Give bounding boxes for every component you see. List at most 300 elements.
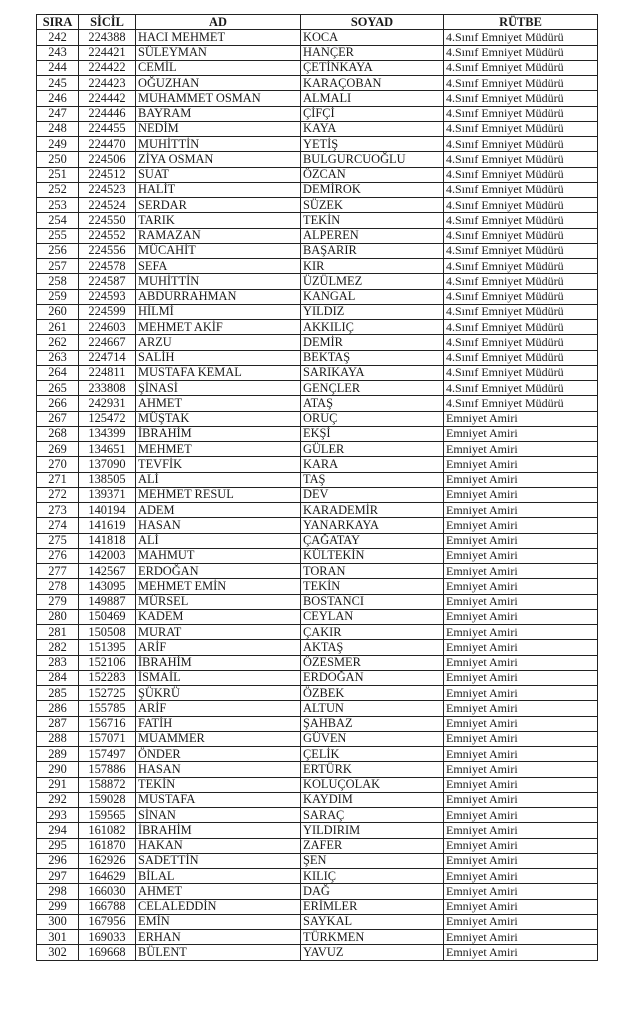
cell-soyad: SARIKAYA — [301, 365, 444, 380]
cell-sicil: 224714 — [79, 350, 136, 365]
cell-sira: 287 — [37, 716, 79, 731]
cell-sira: 283 — [37, 655, 79, 670]
cell-sicil: 224811 — [79, 365, 136, 380]
cell-sicil: 151395 — [79, 640, 136, 655]
cell-ad: BİLAL — [136, 869, 301, 884]
table-row — [37, 533, 598, 548]
cell-soyad: HANÇER — [301, 45, 444, 60]
header-rutbe: RÜTBE — [444, 15, 598, 30]
cell-ad: İBRAHİM — [136, 655, 301, 670]
cell-ad: MEHMET EMİN — [136, 579, 301, 594]
cell-rutbe: 4.Sınıf Emniyet Müdürü — [444, 106, 598, 121]
cell-soyad: KIR — [301, 259, 444, 274]
cell-rutbe: 4.Sınıf Emniyet Müdürü — [444, 167, 598, 182]
table-row — [37, 426, 598, 441]
cell-ad: MÜCAHİT — [136, 243, 301, 258]
cell-ad: ÖNDER — [136, 747, 301, 762]
cell-sicil: 141818 — [79, 533, 136, 548]
cell-sira: 294 — [37, 823, 79, 838]
table-row — [37, 381, 598, 396]
cell-rutbe: 4.Sınıf Emniyet Müdürü — [444, 274, 598, 289]
table-row — [37, 182, 598, 197]
cell-rutbe: Emniyet Amiri — [444, 609, 598, 624]
cell-sira: 261 — [37, 320, 79, 335]
cell-sicil: 233808 — [79, 381, 136, 396]
table-row — [37, 137, 598, 152]
cell-rutbe: Emniyet Amiri — [444, 640, 598, 655]
cell-ad: BAYRAM — [136, 106, 301, 121]
cell-ad: SİNAN — [136, 808, 301, 823]
cell-sicil: 224421 — [79, 45, 136, 60]
cell-ad: AHMET — [136, 396, 301, 411]
cell-soyad: TORAN — [301, 564, 444, 579]
cell-soyad: DEMİROK — [301, 182, 444, 197]
cell-sira: 301 — [37, 930, 79, 945]
cell-soyad: ERTÜRK — [301, 762, 444, 777]
table-row — [37, 640, 598, 655]
cell-sira: 291 — [37, 777, 79, 792]
table-row — [37, 442, 598, 457]
cell-soyad: BOSTANCI — [301, 594, 444, 609]
cell-sicil: 156716 — [79, 716, 136, 731]
table-row — [37, 259, 598, 274]
cell-soyad: DEMİR — [301, 335, 444, 350]
cell-sira: 277 — [37, 564, 79, 579]
cell-sira: 270 — [37, 457, 79, 472]
cell-sicil: 169033 — [79, 930, 136, 945]
cell-ad: HAKAN — [136, 838, 301, 853]
cell-sira: 278 — [37, 579, 79, 594]
cell-soyad: GENÇLER — [301, 381, 444, 396]
table-row — [37, 289, 598, 304]
cell-sira: 285 — [37, 686, 79, 701]
table-row — [37, 76, 598, 91]
cell-soyad: ŞAHBAZ — [301, 716, 444, 731]
cell-soyad: ALTUN — [301, 701, 444, 716]
cell-ad: EMİN — [136, 914, 301, 929]
table-row — [37, 518, 598, 533]
cell-sicil: 142003 — [79, 548, 136, 563]
cell-sicil: 224593 — [79, 289, 136, 304]
table-row — [37, 487, 598, 502]
cell-sicil: 157071 — [79, 731, 136, 746]
table-row — [37, 548, 598, 563]
cell-soyad: ŞEN — [301, 853, 444, 868]
cell-soyad: BULGURCUOĞLU — [301, 152, 444, 167]
header-sira: SIRA — [37, 15, 79, 30]
table-row — [37, 152, 598, 167]
cell-ad: SALİH — [136, 350, 301, 365]
cell-sicil: 125472 — [79, 411, 136, 426]
cell-rutbe: Emniyet Amiri — [444, 426, 598, 441]
cell-sira: 248 — [37, 121, 79, 136]
cell-sicil: 152283 — [79, 670, 136, 685]
table-row — [37, 625, 598, 640]
cell-sira: 290 — [37, 762, 79, 777]
cell-sira: 292 — [37, 792, 79, 807]
cell-sicil: 138505 — [79, 472, 136, 487]
cell-sira: 262 — [37, 335, 79, 350]
cell-ad: MUHİTTİN — [136, 137, 301, 152]
cell-sira: 251 — [37, 167, 79, 182]
cell-rutbe: Emniyet Amiri — [444, 838, 598, 853]
table-row — [37, 945, 598, 960]
table-row — [37, 60, 598, 75]
cell-soyad: AKKILIÇ — [301, 320, 444, 335]
cell-sicil: 224512 — [79, 167, 136, 182]
cell-ad: KADEM — [136, 609, 301, 624]
cell-ad: CEMİL — [136, 60, 301, 75]
cell-sicil: 164629 — [79, 869, 136, 884]
cell-rutbe: Emniyet Amiri — [444, 853, 598, 868]
cell-sira: 246 — [37, 91, 79, 106]
cell-sira: 288 — [37, 731, 79, 746]
cell-ad: NEDİM — [136, 121, 301, 136]
cell-sira: 250 — [37, 152, 79, 167]
cell-sira: 293 — [37, 808, 79, 823]
cell-rutbe: 4.Sınıf Emniyet Müdürü — [444, 182, 598, 197]
cell-sira: 286 — [37, 701, 79, 716]
cell-rutbe: Emniyet Amiri — [444, 792, 598, 807]
cell-sicil: 152106 — [79, 655, 136, 670]
header-sicil: SİCİL — [79, 15, 136, 30]
cell-sicil: 224423 — [79, 76, 136, 91]
cell-sira: 276 — [37, 548, 79, 563]
cell-sira: 244 — [37, 60, 79, 75]
table-row — [37, 686, 598, 701]
cell-ad: ALİ — [136, 472, 301, 487]
cell-sira: 279 — [37, 594, 79, 609]
cell-soyad: SARAÇ — [301, 808, 444, 823]
cell-sicil: 162926 — [79, 853, 136, 868]
table-row — [37, 808, 598, 823]
cell-rutbe: 4.Sınıf Emniyet Müdürü — [444, 396, 598, 411]
cell-soyad: EKŞİ — [301, 426, 444, 441]
cell-rutbe: 4.Sınıf Emniyet Müdürü — [444, 91, 598, 106]
cell-soyad: DAĞ — [301, 884, 444, 899]
cell-soyad: TEKİN — [301, 213, 444, 228]
cell-sicil: 224442 — [79, 91, 136, 106]
cell-sicil: 137090 — [79, 457, 136, 472]
cell-rutbe: Emniyet Amiri — [444, 716, 598, 731]
cell-ad: RAMAZAN — [136, 228, 301, 243]
cell-sira: 281 — [37, 625, 79, 640]
table-row — [37, 457, 598, 472]
cell-soyad: DEV — [301, 487, 444, 502]
table-row — [37, 792, 598, 807]
cell-ad: MURAT — [136, 625, 301, 640]
cell-sira: 284 — [37, 670, 79, 685]
cell-soyad: KAYDIM — [301, 792, 444, 807]
table-row — [37, 594, 598, 609]
cell-soyad: YANARKAYA — [301, 518, 444, 533]
cell-ad: ARZU — [136, 335, 301, 350]
cell-sicil: 167956 — [79, 914, 136, 929]
cell-sicil: 224552 — [79, 228, 136, 243]
cell-soyad: AKTAŞ — [301, 640, 444, 655]
table-row — [37, 198, 598, 213]
cell-rutbe: Emniyet Amiri — [444, 457, 598, 472]
cell-ad: TEKİN — [136, 777, 301, 792]
table-header — [37, 15, 598, 30]
cell-sira: 260 — [37, 304, 79, 319]
table-row — [37, 701, 598, 716]
cell-rutbe: 4.Sınıf Emniyet Müdürü — [444, 45, 598, 60]
table-row — [37, 411, 598, 426]
cell-sira: 265 — [37, 381, 79, 396]
cell-ad: MEHMET AKİF — [136, 320, 301, 335]
table-row — [37, 777, 598, 792]
cell-sira: 242 — [37, 30, 79, 45]
table-row — [37, 762, 598, 777]
table-row — [37, 30, 598, 45]
table-row — [37, 213, 598, 228]
cell-soyad: ÖZESMER — [301, 655, 444, 670]
cell-soyad: KARAÇOBAN — [301, 76, 444, 91]
cell-soyad: YILDIZ — [301, 304, 444, 319]
cell-rutbe: Emniyet Amiri — [444, 503, 598, 518]
cell-rutbe: 4.Sınıf Emniyet Müdürü — [444, 198, 598, 213]
cell-rutbe: Emniyet Amiri — [444, 518, 598, 533]
cell-soyad: ALPEREN — [301, 228, 444, 243]
cell-ad: ŞİNASİ — [136, 381, 301, 396]
cell-sicil: 155785 — [79, 701, 136, 716]
cell-sira: 243 — [37, 45, 79, 60]
table-row — [37, 396, 598, 411]
cell-ad: HASAN — [136, 762, 301, 777]
cell-sira: 271 — [37, 472, 79, 487]
cell-sira: 295 — [37, 838, 79, 853]
table-row — [37, 655, 598, 670]
cell-rutbe: Emniyet Amiri — [444, 762, 598, 777]
cell-ad: İBRAHİM — [136, 823, 301, 838]
table-row — [37, 320, 598, 335]
cell-sicil: 224388 — [79, 30, 136, 45]
cell-sira: 273 — [37, 503, 79, 518]
cell-rutbe: 4.Sınıf Emniyet Müdürü — [444, 243, 598, 258]
cell-soyad: GÜLER — [301, 442, 444, 457]
cell-sira: 289 — [37, 747, 79, 762]
cell-rutbe: Emniyet Amiri — [444, 564, 598, 579]
cell-rutbe: Emniyet Amiri — [444, 731, 598, 746]
cell-ad: ARİF — [136, 701, 301, 716]
cell-rutbe: Emniyet Amiri — [444, 808, 598, 823]
cell-soyad: ÖZBEK — [301, 686, 444, 701]
cell-ad: TARIK — [136, 213, 301, 228]
cell-rutbe: 4.Sınıf Emniyet Müdürü — [444, 137, 598, 152]
cell-soyad: TÜRKMEN — [301, 930, 444, 945]
cell-sira: 299 — [37, 899, 79, 914]
cell-sicil: 242931 — [79, 396, 136, 411]
table-row — [37, 564, 598, 579]
cell-ad: SEFA — [136, 259, 301, 274]
cell-sicil: 224455 — [79, 121, 136, 136]
cell-sicil: 224603 — [79, 320, 136, 335]
cell-rutbe: 4.Sınıf Emniyet Müdürü — [444, 30, 598, 45]
cell-soyad: KARADEMİR — [301, 503, 444, 518]
cell-rutbe: 4.Sınıf Emniyet Müdürü — [444, 121, 598, 136]
cell-sicil: 152725 — [79, 686, 136, 701]
table-row — [37, 228, 598, 243]
cell-ad: OĞUZHAN — [136, 76, 301, 91]
cell-soyad: ÜZÜLMEZ — [301, 274, 444, 289]
table-row — [37, 335, 598, 350]
cell-rutbe: Emniyet Amiri — [444, 411, 598, 426]
cell-rutbe: 4.Sınıf Emniyet Müdürü — [444, 289, 598, 304]
cell-sira: 300 — [37, 914, 79, 929]
cell-sicil: 224506 — [79, 152, 136, 167]
table-row — [37, 930, 598, 945]
cell-sira: 258 — [37, 274, 79, 289]
cell-sicil: 166788 — [79, 899, 136, 914]
cell-sicil: 142567 — [79, 564, 136, 579]
cell-sira: 298 — [37, 884, 79, 899]
cell-sicil: 150508 — [79, 625, 136, 640]
cell-sicil: 140194 — [79, 503, 136, 518]
cell-sicil: 134399 — [79, 426, 136, 441]
cell-ad: İSMAİL — [136, 670, 301, 685]
cell-sira: 267 — [37, 411, 79, 426]
cell-rutbe: Emniyet Amiri — [444, 701, 598, 716]
cell-soyad: ATAŞ — [301, 396, 444, 411]
table-row — [37, 503, 598, 518]
cell-rutbe: Emniyet Amiri — [444, 548, 598, 563]
cell-sira: 252 — [37, 182, 79, 197]
table-row — [37, 106, 598, 121]
cell-rutbe: Emniyet Amiri — [444, 899, 598, 914]
cell-ad: MUSTAFA — [136, 792, 301, 807]
cell-sira: 275 — [37, 533, 79, 548]
cell-rutbe: Emniyet Amiri — [444, 884, 598, 899]
table-row — [37, 899, 598, 914]
table-row — [37, 747, 598, 762]
cell-soyad: YAVUZ — [301, 945, 444, 960]
cell-sicil: 224524 — [79, 198, 136, 213]
cell-soyad: BEKTAŞ — [301, 350, 444, 365]
cell-ad: SERDAR — [136, 198, 301, 213]
cell-rutbe: 4.Sınıf Emniyet Müdürü — [444, 365, 598, 380]
cell-sicil: 161870 — [79, 838, 136, 853]
cell-rutbe: Emniyet Amiri — [444, 579, 598, 594]
cell-sicil: 224446 — [79, 106, 136, 121]
cell-rutbe: Emniyet Amiri — [444, 487, 598, 502]
cell-ad: BÜLENT — [136, 945, 301, 960]
cell-soyad: TEKİN — [301, 579, 444, 594]
cell-ad: FATİH — [136, 716, 301, 731]
cell-sicil: 224667 — [79, 335, 136, 350]
cell-rutbe: 4.Sınıf Emniyet Müdürü — [444, 381, 598, 396]
cell-soyad: YETİŞ — [301, 137, 444, 152]
cell-rutbe: Emniyet Amiri — [444, 869, 598, 884]
table-row — [37, 609, 598, 624]
cell-sicil: 224587 — [79, 274, 136, 289]
cell-rutbe: Emniyet Amiri — [444, 442, 598, 457]
cell-rutbe: 4.Sınıf Emniyet Müdürü — [444, 320, 598, 335]
cell-soyad: ÇAKIR — [301, 625, 444, 640]
cell-soyad: KAYA — [301, 121, 444, 136]
cell-ad: CELALEDDİN — [136, 899, 301, 914]
table-row — [37, 365, 598, 380]
cell-rutbe: Emniyet Amiri — [444, 594, 598, 609]
cell-sicil: 166030 — [79, 884, 136, 899]
cell-ad: ŞÜKRÜ — [136, 686, 301, 701]
cell-rutbe: 4.Sınıf Emniyet Müdürü — [444, 350, 598, 365]
cell-soyad: KANGAL — [301, 289, 444, 304]
cell-sira: 249 — [37, 137, 79, 152]
cell-sicil: 224578 — [79, 259, 136, 274]
cell-sicil: 157497 — [79, 747, 136, 762]
cell-sira: 256 — [37, 243, 79, 258]
cell-sicil: 157886 — [79, 762, 136, 777]
cell-ad: MUHAMMET OSMAN — [136, 91, 301, 106]
cell-soyad: ERDOĞAN — [301, 670, 444, 685]
cell-sira: 247 — [37, 106, 79, 121]
table-row — [37, 853, 598, 868]
cell-sira: 266 — [37, 396, 79, 411]
cell-sicil: 149887 — [79, 594, 136, 609]
cell-ad: ERHAN — [136, 930, 301, 945]
table-row — [37, 167, 598, 182]
cell-sicil: 224422 — [79, 60, 136, 75]
table-row — [37, 274, 598, 289]
cell-sira: 264 — [37, 365, 79, 380]
cell-rutbe: Emniyet Amiri — [444, 686, 598, 701]
cell-sira: 259 — [37, 289, 79, 304]
cell-rutbe: 4.Sınıf Emniyet Müdürü — [444, 304, 598, 319]
table-row — [37, 716, 598, 731]
cell-ad: ALİ — [136, 533, 301, 548]
cell-ad: MÜŞTAK — [136, 411, 301, 426]
cell-sicil: 224599 — [79, 304, 136, 319]
cell-soyad: KILIÇ — [301, 869, 444, 884]
cell-sira: 257 — [37, 259, 79, 274]
cell-rutbe: 4.Sınıf Emniyet Müdürü — [444, 76, 598, 91]
cell-sicil: 161082 — [79, 823, 136, 838]
cell-ad: HALİT — [136, 182, 301, 197]
cell-ad: ADEM — [136, 503, 301, 518]
table-row — [37, 304, 598, 319]
table-row — [37, 350, 598, 365]
cell-sira: 268 — [37, 426, 79, 441]
cell-soyad: ALMALI — [301, 91, 444, 106]
cell-sira: 274 — [37, 518, 79, 533]
cell-ad: HACI MEHMET — [136, 30, 301, 45]
cell-ad: MEHMET RESUL — [136, 487, 301, 502]
cell-sira: 255 — [37, 228, 79, 243]
cell-soyad: KOCA — [301, 30, 444, 45]
cell-sicil: 224556 — [79, 243, 136, 258]
cell-sicil: 158872 — [79, 777, 136, 792]
cell-ad: SADETTİN — [136, 853, 301, 868]
cell-sira: 296 — [37, 853, 79, 868]
cell-soyad: ÇETİNKAYA — [301, 60, 444, 75]
cell-soyad: SÜZEK — [301, 198, 444, 213]
cell-soyad: ÇİFÇİ — [301, 106, 444, 121]
header-soyad: SOYAD — [301, 15, 444, 30]
cell-ad: MEHMET — [136, 442, 301, 457]
cell-rutbe: 4.Sınıf Emniyet Müdürü — [444, 60, 598, 75]
cell-ad: HİLMİ — [136, 304, 301, 319]
cell-sicil: 224523 — [79, 182, 136, 197]
cell-soyad: TAŞ — [301, 472, 444, 487]
cell-rutbe: 4.Sınıf Emniyet Müdürü — [444, 152, 598, 167]
cell-ad: SUAT — [136, 167, 301, 182]
table-row — [37, 91, 598, 106]
table-row — [37, 838, 598, 853]
table-row — [37, 121, 598, 136]
cell-rutbe: 4.Sınıf Emniyet Müdürü — [444, 335, 598, 350]
cell-ad: ARİF — [136, 640, 301, 655]
